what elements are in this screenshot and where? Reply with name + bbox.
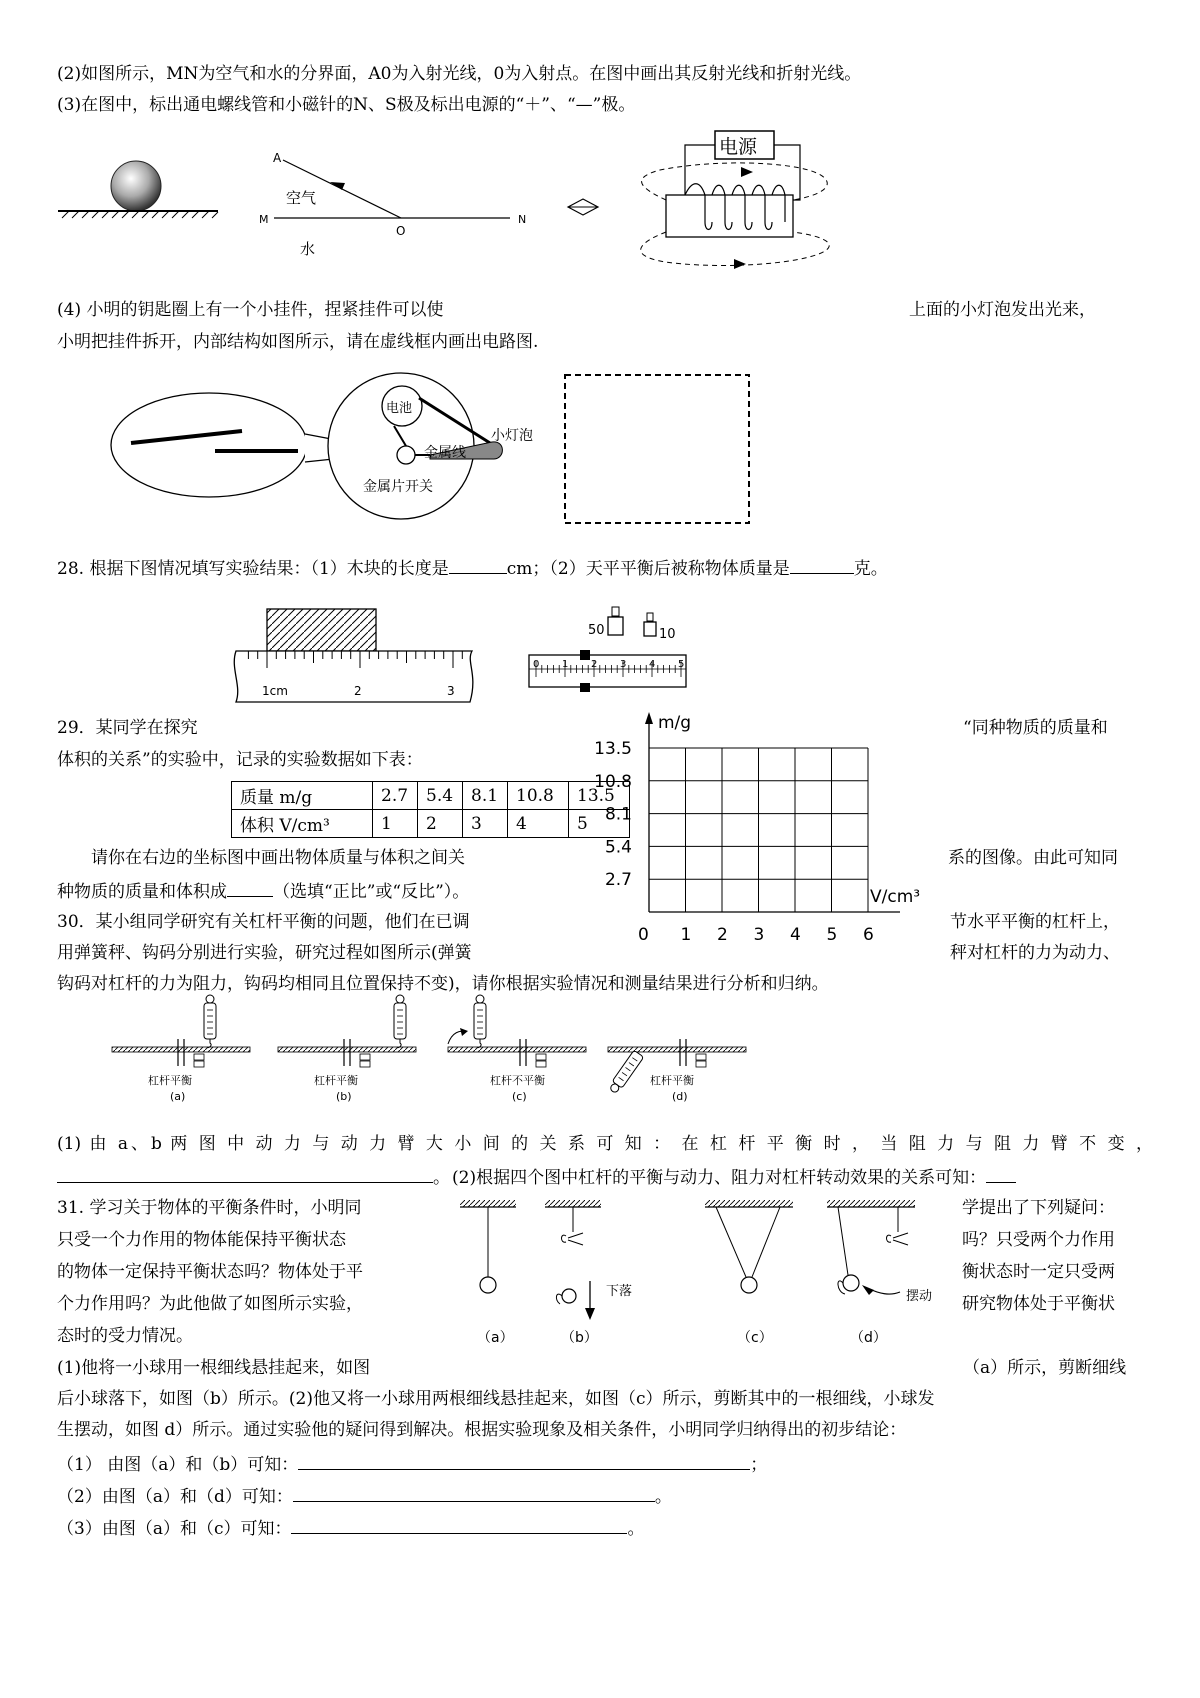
pendulum-letter-c: （c）: [737, 1330, 773, 1346]
q28-text-c: 克。: [853, 559, 888, 579]
label-A: A: [273, 151, 282, 165]
q30-text-c: 用弹簧秤、钩码分别进行实验，研究过程如图所示(弹簧: [57, 943, 472, 963]
q30-part1-end: 。: [433, 1168, 450, 1188]
power-label: 电源: [719, 136, 758, 158]
bulb-label: 小灯泡: [491, 428, 533, 444]
q31-conclusion2-end: 。: [654, 1487, 672, 1507]
weight-10-label: 10: [659, 627, 676, 642]
lever-letter: (c): [512, 1090, 527, 1103]
x-tick-label: 4: [790, 925, 801, 945]
pendulum-letter-d: （d）: [850, 1330, 887, 1346]
volume-cell: 4: [508, 810, 569, 838]
volume-row-label: 体积 V/cm³: [232, 810, 373, 838]
q31-line2b: 吗？只受两个力作用: [962, 1230, 1115, 1250]
q27-part3-text: (3)在图中，标出通电螺线管和小磁针的N、S极及标出电源的“＋”、“—”极。: [57, 95, 636, 115]
balance-scale-label: 1: [562, 659, 569, 670]
x-axis-label: V/cm³: [870, 887, 921, 907]
y-axis-label: m/g: [658, 713, 692, 733]
q30-text-b: 节水平平衡的杠杆上，: [950, 912, 1120, 932]
lever-caption: 杠杆平衡: [148, 1074, 192, 1087]
mass-row-label: 质量 m/g: [232, 782, 373, 810]
lever-letter: (b): [336, 1090, 352, 1103]
q31-line3a: 的物体一定保持平衡状态吗？物体处于平: [57, 1262, 363, 1282]
switch-label: 金属片开关: [363, 479, 433, 495]
q31-conclusion3: [57, 1517, 644, 1539]
ruler-label-2: 2: [354, 684, 362, 698]
mass-cell: 2.7: [373, 782, 418, 810]
lever-letter: (a): [170, 1090, 186, 1103]
pendulum-letter-a: （a）: [477, 1330, 514, 1346]
q27-part4-text-c: 小明把挂件拆开，内部结构如图所示，请在虚线框内画出电路图.: [57, 332, 539, 352]
q31-line8: 生摆动，如图 d）所示。通过实验他的疑问得到解决。根据实验现象及相关条件，小明同学归纳得出的初步结论：: [57, 1420, 907, 1440]
weight-50-label: 50: [588, 623, 605, 638]
q31-line6b: （a）所示，剪断细线: [963, 1358, 1127, 1378]
q27-part4-text-a: (4) 小明的钥匙圈上有一个小挂件，捏紧挂件可以使: [57, 300, 444, 320]
y-tick-label: 5.4: [604, 837, 632, 858]
q27-part4-text-b: 上面的小灯泡发出光来，: [909, 300, 1096, 320]
ruler-label-1cm: 1cm: [262, 684, 288, 698]
q31-conclusion3-text: （3）由图（a）和（c）可知：: [57, 1519, 292, 1539]
label-air: 空气: [286, 189, 317, 207]
x-tick-label: 0: [638, 925, 649, 945]
x-tick-label: 2: [717, 925, 728, 945]
q31-line1b: 学提出了下列疑问：: [962, 1198, 1115, 1218]
q29-text-g: （选填“正比”或“反比”）。: [273, 882, 470, 902]
pendulum-letter-b: （b）: [561, 1330, 598, 1346]
mass-cell: 5.4: [418, 782, 463, 810]
pendulum-figure: [460, 1200, 932, 1346]
volume-cell: 1: [373, 810, 418, 838]
mass-cell: 8.1: [463, 782, 508, 810]
q31-line7: 后小球落下，如图（b）所示。(2)他又将一小球用两根细线悬挂起来，如图（c）所示，剪断其中的一根细线，小球发: [57, 1389, 935, 1409]
q29-text-a: 29．某同学在探究: [57, 718, 198, 738]
balance-scale-label: 5: [678, 659, 685, 670]
label-N: N: [518, 213, 527, 226]
y-tick-label: 13.5: [594, 739, 632, 759]
wire-label: 金属线: [424, 445, 466, 461]
q30-text-e: 钩码对杠杆的力为阻力，钩码均相同且位置保持不变)，请你根据实验情况和测量结果进行分析和归纳。: [57, 974, 829, 994]
q31-conclusion1-text: （1） 由图（a）和（b）可知：: [57, 1455, 299, 1475]
q31-conclusion1: [57, 1453, 767, 1475]
mass-cell: 13.5: [569, 782, 630, 810]
balance-scale-label: 3: [620, 659, 627, 670]
q31-answer3-blank[interactable]: [291, 1517, 627, 1534]
label-M: M: [259, 213, 269, 226]
x-tick-label: 6: [863, 925, 874, 945]
ruler-label-3: 3: [447, 684, 455, 698]
label-water: 水: [300, 240, 316, 258]
volume-cell: 5: [569, 810, 630, 838]
balance-scale-label: 0: [533, 659, 540, 670]
q28-text-b: cm；（2）天平平衡后被称物体质量是: [506, 559, 790, 579]
lever-caption: 杠杆平衡: [314, 1074, 358, 1087]
battery-label: 电池: [386, 401, 413, 416]
q29-text-f: 种物质的质量和体积成: [57, 882, 227, 902]
lever-caption: 杠杆不平衡: [490, 1074, 545, 1087]
volume-cell: 3: [463, 810, 508, 838]
q30-part1-text: (1) 由 a、b 两 图 中 动 力 与 动 力 臂 大 小 间 的 关 系 可 知 ： 在 杠 杆 平 衡 时 ， 当 阻 力 与 阻 力 臂 不 变 ，: [57, 1134, 1153, 1154]
q31-line2a: 只受一个力作用的物体能保持平衡状态: [57, 1230, 346, 1250]
q30-part2-text: (2)根据四个图中杠杆的平衡与动力、阻力对杠杆转动效果的关系可知：: [452, 1168, 987, 1188]
q31-answer2-blank[interactable]: [293, 1485, 655, 1502]
q29-text-d: 请你在右边的坐标图中画出物体质量与体积之间关: [91, 848, 465, 868]
q31-line5a: 态时的受力情况。: [57, 1326, 193, 1346]
balance-scale-label: 4: [649, 659, 656, 670]
x-tick-label: 3: [753, 925, 765, 945]
q30-text-d: 秤对杠杆的力为动力、: [950, 943, 1120, 963]
x-tick-label: 1: [680, 925, 692, 945]
x-tick-label: 5: [826, 925, 838, 945]
q31-answer1-blank[interactable]: [298, 1453, 750, 1470]
lever-letter: (d): [672, 1090, 688, 1103]
q29-text-b: “同种物质的质量和: [963, 718, 1108, 738]
lever-caption: 杠杆平衡: [650, 1074, 694, 1087]
balance-scale-label: 2: [591, 659, 598, 670]
q31-conclusion1-end: ；: [750, 1455, 768, 1475]
volume-cell: 2: [418, 810, 463, 838]
label-O: O: [396, 224, 406, 238]
y-tick-label: 8.1: [604, 804, 632, 825]
q31-line3b: 衡状态时一定只受两: [962, 1262, 1115, 1282]
mass-cell: 10.8: [508, 782, 569, 810]
q31-conclusion3-end: 。: [627, 1519, 645, 1539]
y-tick-label: 2.7: [604, 870, 632, 891]
y-tick-label: 10.8: [594, 771, 632, 792]
q31-line4b: 研究物体处于平衡状: [962, 1294, 1115, 1314]
q30-text-a: 30．某小组同学研究有关杠杆平衡的问题，他们在已调: [57, 912, 470, 932]
swing-label: 摆动: [906, 1289, 933, 1304]
q27-part2-text: (2)如图所示，MN为空气和水的分界面，A0为入射光线，0为入射点。在图中画出其反射光线和折射光线。: [57, 64, 862, 84]
fall-label: 下落: [606, 1284, 633, 1299]
q31-line4a: 个力作用吗？为此他做了如图所示实验，: [57, 1294, 363, 1314]
q29-text-c: 体积的关系”的实验中，记录的实验数据如下表：: [57, 750, 423, 770]
q29-text-e: 系的图像。由此可知同: [948, 848, 1118, 868]
q31-conclusion2-text: （2）由图（a）和（d）可知：: [57, 1487, 293, 1507]
q31-line1a: 31. 学习关于物体的平衡条件时，小明同: [57, 1198, 362, 1218]
q31-line6a: (1)他将一小球用一根细线悬挂起来，如图: [57, 1358, 371, 1378]
q28-text-a: 28. 根据下图情况填写实验结果：（1）木块的长度是: [57, 559, 449, 579]
q31-conclusion2: [57, 1485, 672, 1507]
